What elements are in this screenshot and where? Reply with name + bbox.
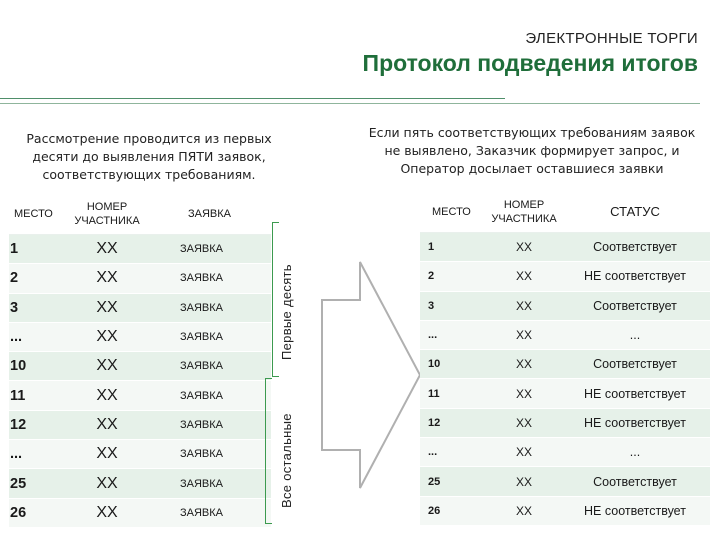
status-cell: НЕ соответствует xyxy=(560,409,710,438)
status-cell: ... xyxy=(560,321,710,350)
header-divider-secondary xyxy=(0,103,700,104)
participant-number-cell: XX xyxy=(66,411,148,440)
place-cell: 26 xyxy=(420,497,488,526)
right-arrow-icon xyxy=(320,260,422,490)
table-row xyxy=(9,323,271,352)
place-cell: 3 xyxy=(9,294,66,323)
left-note-line: десяти до выявления ПЯТИ заявок, xyxy=(32,149,266,164)
participant-number-cell: XX xyxy=(488,350,560,379)
right-note-line: Если пять соответствующих требованиям заявок xyxy=(368,125,696,140)
left-note-line: соответствующих требованиям. xyxy=(42,167,256,182)
place-cell: ... xyxy=(420,321,488,350)
place-cell: 11 xyxy=(420,379,488,408)
right-note-line: не выявлено, Заказчик формирует запрос, и xyxy=(384,143,680,158)
participant-number-cell: XX xyxy=(488,292,560,321)
header-subtitle: ЭЛЕКТРОННЫЕ ТОРГИ xyxy=(525,30,698,47)
participant-number-cell: XX xyxy=(488,497,560,526)
place-cell: 1 xyxy=(420,233,488,262)
participant-number-cell: XX xyxy=(488,467,560,496)
bids-table xyxy=(9,193,271,528)
left-note xyxy=(14,130,284,184)
header-divider xyxy=(0,98,505,99)
place-cell: 12 xyxy=(9,411,66,440)
table-row xyxy=(9,352,271,381)
participant-number-cell: XX xyxy=(488,262,560,291)
participant-number-cell: XX xyxy=(66,469,148,498)
participant-number-cell: XX xyxy=(488,438,560,467)
table-row xyxy=(9,381,271,410)
table-row xyxy=(420,350,710,379)
place-cell: 2 xyxy=(9,264,66,293)
right-note-line: Оператор досылает оставшиеся заявки xyxy=(400,161,664,176)
bid-cell: ЗАЯВКА xyxy=(148,440,271,469)
column-header-place: МЕСТО xyxy=(9,193,66,235)
place-cell: 26 xyxy=(9,499,66,528)
place-cell: 25 xyxy=(9,469,66,498)
rest-bracket xyxy=(265,378,272,524)
table-row xyxy=(420,292,710,321)
participant-number-cell: XX xyxy=(66,264,148,293)
bid-cell: ЗАЯВКА xyxy=(148,294,271,323)
place-cell: ... xyxy=(420,438,488,467)
bid-cell: ЗАЯВКА xyxy=(148,411,271,440)
column-header-participant-line: НОМЕР xyxy=(86,200,128,213)
first-ten-label: Первые десять xyxy=(279,264,294,360)
place-cell: 10 xyxy=(420,350,488,379)
participant-number-cell: XX xyxy=(488,321,560,350)
table-row xyxy=(420,321,710,350)
column-header-participant xyxy=(488,191,560,233)
table-row xyxy=(420,438,710,467)
rest-label: Все остальные xyxy=(279,413,294,508)
status-table xyxy=(420,191,710,526)
status-cell: НЕ соответствует xyxy=(560,262,710,291)
table-row xyxy=(9,294,271,323)
place-cell: 25 xyxy=(420,467,488,496)
participant-number-cell: XX xyxy=(66,235,148,264)
status-cell: Соответствует xyxy=(560,350,710,379)
left-note-line: Рассмотрение проводится из первых xyxy=(26,131,272,146)
status-cell: Соответствует xyxy=(560,292,710,321)
right-note xyxy=(357,124,707,178)
column-header-participant-line: НОМЕР xyxy=(503,198,545,211)
bid-cell: ЗАЯВКА xyxy=(148,352,271,381)
participant-number-cell: XX xyxy=(66,352,148,381)
table-row xyxy=(420,467,710,496)
place-cell: 12 xyxy=(420,409,488,438)
table-row xyxy=(420,262,710,291)
participant-number-cell: XX xyxy=(66,294,148,323)
table-row xyxy=(9,411,271,440)
table-row xyxy=(9,469,271,498)
column-header-participant-line: УЧАСТНИКА xyxy=(491,212,557,225)
place-cell: ... xyxy=(9,323,66,352)
participant-number-cell: XX xyxy=(488,233,560,262)
status-cell: Соответствует xyxy=(560,233,710,262)
participant-number-cell: XX xyxy=(66,440,148,469)
column-header-status: СТАТУС xyxy=(560,191,710,233)
status-cell: ... xyxy=(560,438,710,467)
table-header-row xyxy=(9,193,271,235)
table-row xyxy=(420,497,710,526)
table-row xyxy=(9,235,271,264)
participant-number-cell: XX xyxy=(488,379,560,408)
bid-cell: ЗАЯВКА xyxy=(148,323,271,352)
bid-cell: ЗАЯВКА xyxy=(148,235,271,264)
status-cell: НЕ соответствует xyxy=(560,379,710,408)
participant-number-cell: XX xyxy=(488,409,560,438)
table-row xyxy=(9,264,271,293)
table-row xyxy=(9,440,271,469)
place-cell: 10 xyxy=(9,352,66,381)
table-row xyxy=(420,409,710,438)
place-cell: ... xyxy=(9,440,66,469)
status-cell: НЕ соответствует xyxy=(560,497,710,526)
bid-cell: ЗАЯВКА xyxy=(148,264,271,293)
status-cell: Соответствует xyxy=(560,467,710,496)
column-header-place: МЕСТО xyxy=(420,191,488,233)
bid-cell: ЗАЯВКА xyxy=(148,499,271,528)
table-header-row xyxy=(420,191,710,233)
page-title: Протокол подведения итогов xyxy=(362,50,698,76)
bid-cell: ЗАЯВКА xyxy=(148,469,271,498)
first-ten-bracket xyxy=(272,222,279,377)
place-cell: 2 xyxy=(420,262,488,291)
place-cell: 11 xyxy=(9,381,66,410)
place-cell: 1 xyxy=(9,235,66,264)
participant-number-cell: XX xyxy=(66,499,148,528)
column-header-participant-line: УЧАСТНИКА xyxy=(74,214,140,227)
column-header-bid: ЗАЯВКА xyxy=(148,193,271,235)
participant-number-cell: XX xyxy=(66,323,148,352)
bid-cell: ЗАЯВКА xyxy=(148,381,271,410)
column-header-participant xyxy=(66,193,148,235)
participant-number-cell: XX xyxy=(66,381,148,410)
table-row xyxy=(420,379,710,408)
place-cell: 3 xyxy=(420,292,488,321)
table-row xyxy=(9,499,271,528)
arrow-shape xyxy=(322,262,420,488)
table-row xyxy=(420,233,710,262)
